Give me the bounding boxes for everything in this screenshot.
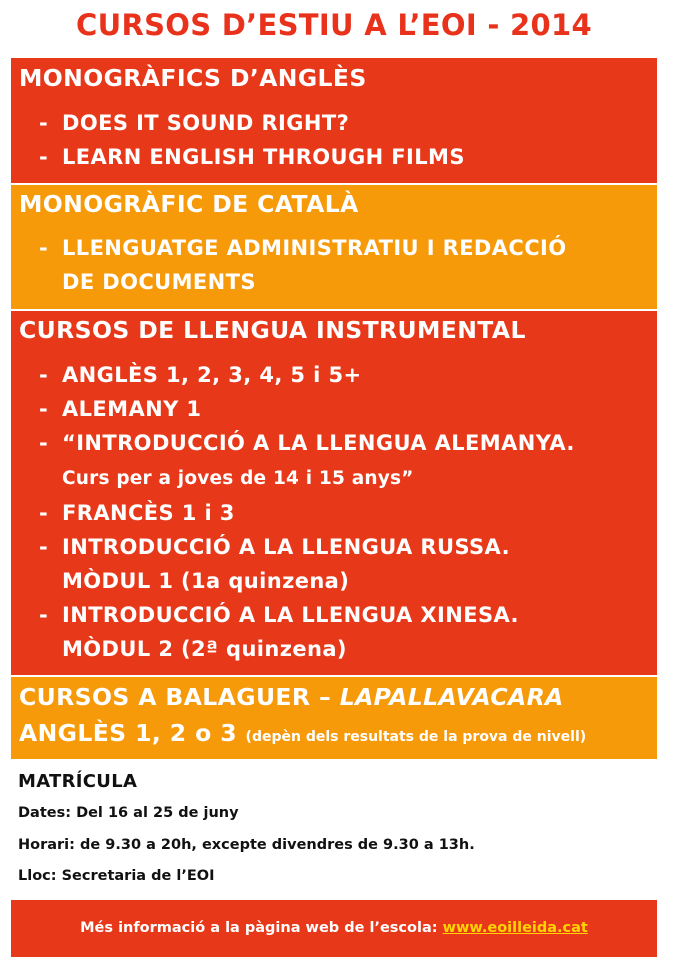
list-item: - ALEMANY 1 [39, 397, 202, 421]
list-item-continuation: Curs per a joves de 14 i 15 anys” [62, 468, 414, 489]
enrolment-heading: MATRÍCULA [18, 771, 138, 792]
list-item: - INTRODUCCIÓ A LA LLENGUA RUSSA. [39, 535, 510, 559]
section-catalan [11, 185, 657, 309]
list-item: - INTRODUCCIÓ A LA LLENGUA XINESA. [39, 603, 519, 627]
footer-text: Més informació a la pàgina web de l’escola: [80, 920, 438, 936]
venue-name: LAPALLAVACARA [339, 683, 564, 711]
list-item-continuation: MÒDUL 1 (1a quinzena) [62, 569, 350, 593]
list-item: - LLENGUATGE ADMINISTRATIU I REDACCIÓ [39, 236, 567, 260]
section-instrumental [11, 311, 657, 675]
list-item: - LEARN ENGLISH THROUGH FILMS [39, 145, 465, 169]
section-heading: CURSOS A BALAGUER – LAPALLAVACARA [19, 683, 564, 711]
list-item: - DOES IT SOUND RIGHT? [39, 111, 350, 135]
page-title: CURSOS D’ESTIU A L’EOI - 2014 [76, 8, 592, 42]
section-english [11, 58, 657, 183]
list-item-continuation: MÒDUL 2 (2ª quinzena) [62, 637, 347, 661]
footer [11, 900, 657, 957]
section-balaguer [11, 677, 657, 759]
section-heading: MONOGRÀFIC DE CATALÀ [19, 190, 359, 218]
list-item: - FRANCÈS 1 i 3 [39, 501, 235, 525]
list-item: - “INTRODUCCIÓ A LA LLENGUA ALEMANYA. [39, 431, 575, 455]
section-heading: MONOGRÀFICS D’ANGLÈS [19, 64, 367, 92]
enrolment-dates: Dates: Del 16 al 25 de juny [18, 805, 239, 821]
enrolment-hours: Horari: de 9.30 a 20h, excepte divendres de 9.30 a 13h. [18, 837, 475, 853]
section-heading: CURSOS DE LLENGUA INSTRUMENTAL [19, 316, 526, 344]
level-note: (depèn dels resultats de la prova de nivell) [245, 729, 587, 745]
balaguer-courses: ANGLÈS 1, 2 o 3 (depèn dels resultats de la prova de nivell) [19, 719, 587, 747]
list-item: - ANGLÈS 1, 2, 3, 4, 5 i 5+ [39, 363, 362, 387]
enrolment-place: Lloc: Secretaria de l’EOI [18, 868, 215, 884]
website-link[interactable]: www.eoilleida.cat [442, 920, 588, 936]
list-item-continuation: DE DOCUMENTS [62, 270, 256, 294]
